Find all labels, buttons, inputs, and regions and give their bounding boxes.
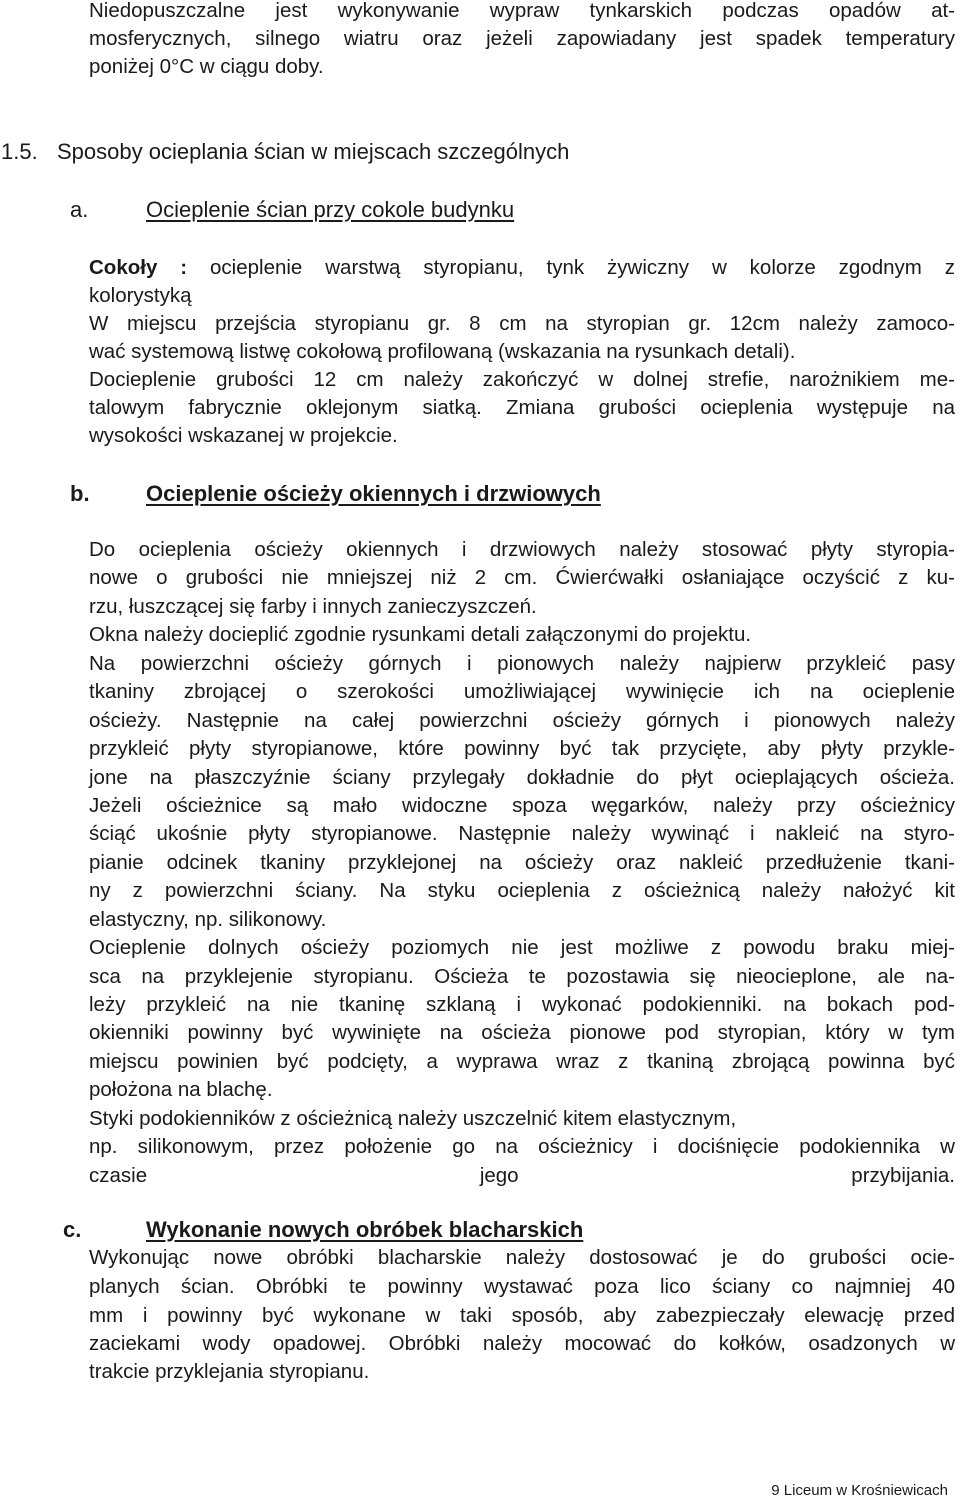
section-title: Sposoby ocieplania ścian w miejscach szczególnych (57, 139, 570, 164)
a-line-4: wać systemową listwę cokołową profilowaną (wskazania na rysunkach detali). (89, 340, 796, 363)
a-lead-label: Cokoły : (89, 256, 188, 279)
a-line-7: wysokości wskazanej w projekcie. (89, 424, 398, 447)
b-line-8: przykleić płyty styropianowe, które powinny być tak przycięte, aby płyty przykle- (89, 737, 955, 760)
b-line-2: nowe o grubości nie mniejszej niż 2 cm. Ćwierćwałki osłaniające oczyścić z ku- (89, 566, 955, 589)
a-line-5: Docieplenie grubości 12 cm należy zakończyć w dolnej strefie, narożnikiem me- (89, 368, 955, 391)
subsection-b-heading: Ocieplenie ościeży okiennych i drzwiowych (146, 481, 601, 506)
subsection-b-marker: b. (70, 481, 90, 506)
b-line-14: elastyczny, np. silikonowy. (89, 908, 327, 931)
b-line-12: pianie odcinek tkaniny przyklejonej na ościeży oraz nakleić przedłużenie tkani- (89, 851, 955, 874)
section-number: 1.5. (1, 139, 38, 164)
page-footer: 9 Liceum w Krośniewicach (771, 1482, 948, 1499)
b-line-16: sca na przyklejenie styropianu. Ościeża te pozostawia się nieocieplone, ale na- (89, 965, 955, 988)
b-line-10: Jeżeli ościeżnice są mało widoczne spoza węgarków, należy przy ościeżnicy (89, 794, 955, 817)
a-line-2: kolorystyką (89, 284, 192, 307)
b-line-17: leży przykleić na nie tkaninę szklaną i wykonać podokienniki. na bokach pod- (89, 993, 955, 1016)
subsection-c-marker: c. (63, 1217, 82, 1242)
intro-line-1: Niedopuszczalne jest wykonywanie wypraw tynkarskich podczas opadów at- (89, 0, 955, 22)
subsection-c-heading: Wykonanie nowych obróbek blacharskich (146, 1217, 584, 1242)
b-line-21: Styki podokienników z ościeżnicą należy uszczelnić kitem elastycznym, (89, 1107, 737, 1130)
a-line-1 (89, 254, 955, 282)
b-line-11: ściąć ukośnie płyty styropianowe. Następnie należy wywinąć i nakleić na styro- (89, 822, 955, 845)
b-line-3: rzu, łuszczącej się farby i innych zanieczyszczeń. (89, 595, 537, 618)
b-line-22: np. silikonowym, przez położenie go na ościeżnicy i dociśnięcie podokiennika w (89, 1135, 955, 1158)
c-line-1: Wykonując nowe obróbki blacharskie należy dostosować je do grubości ocie- (89, 1246, 955, 1269)
b-line-20: położona na blachę. (89, 1078, 273, 1101)
subsection-a-marker: a. (70, 197, 89, 222)
b-line-4: Okna należy docieplić zgodnie rysunkami detali załączonymi do projektu. (89, 623, 752, 646)
b-line-18: okienniki powinny być wywinięte na ościeża pionowe pod styropian, który w tym (89, 1021, 955, 1044)
c-line-2: planych ścian. Obróbki te powinny wystawać poza lico ściany co najmniej 40 (89, 1275, 955, 1298)
b-line-23: czasie jego przybijania. (89, 1164, 955, 1187)
c-line-5: trakcie przyklejania styropianu. (89, 1360, 370, 1383)
a-line-6: talowym fabrycznie oklejonym siatką. Zmiana grubości ocieplenia występuje na (89, 396, 955, 419)
intro-line-3: poniżej 0°C w ciągu doby. (89, 55, 324, 78)
b-line-13: ny z powierzchni ściany. Na styku ocieplenia z ościeżnicą należy nałożyć kit (89, 879, 955, 902)
a-line-1-text: ocieplenie warstwą styropianu, tynk żywiczny w kolorze zgodnym z (210, 256, 956, 279)
b-line-6: tkaniny zbrojącej o szerokości umożliwiającej wywinięcie ich na ocieplenie (89, 680, 955, 703)
c-line-4: zaciekami wody opadowej. Obróbki należy mocować do kołków, osadzonych w (89, 1332, 955, 1355)
c-line-3: mm i powinny być wykonane w taki sposób, aby zabezpieczały elewację przed (89, 1304, 955, 1327)
a-line-3: W miejscu przejścia styropianu gr. 8 cm na styropian gr. 12cm należy zamoco- (89, 312, 955, 335)
b-line-9: jone na płaszczyźnie ściany przylegały dokładnie do płyt ocieplających ościeża. (89, 766, 955, 789)
b-line-15: Ocieplenie dolnych ościeży poziomych nie jest możliwe z powodu braku miej- (89, 936, 955, 959)
subsection-a-heading: Ocieplenie ścian przy cokole budynku (146, 197, 515, 222)
b-line-19: miejscu powinien być podcięty, a wyprawa wraz z tkaniną zbrojącą powinna być (89, 1050, 955, 1073)
b-line-1: Do ocieplenia ościeży okiennych i drzwiowych należy stosować płyty styropia- (89, 538, 955, 561)
b-line-7: ościeży. Następnie na całej powierzchni ościeży górnych i pionowych należy (89, 709, 955, 732)
intro-line-2: mosferycznych, silnego wiatru oraz jeżeli zapowiadany jest spadek temperatury (89, 27, 955, 50)
b-line-5: Na powierzchni ościeży górnych i pionowych należy najpierw przykleić pasy (89, 652, 955, 675)
